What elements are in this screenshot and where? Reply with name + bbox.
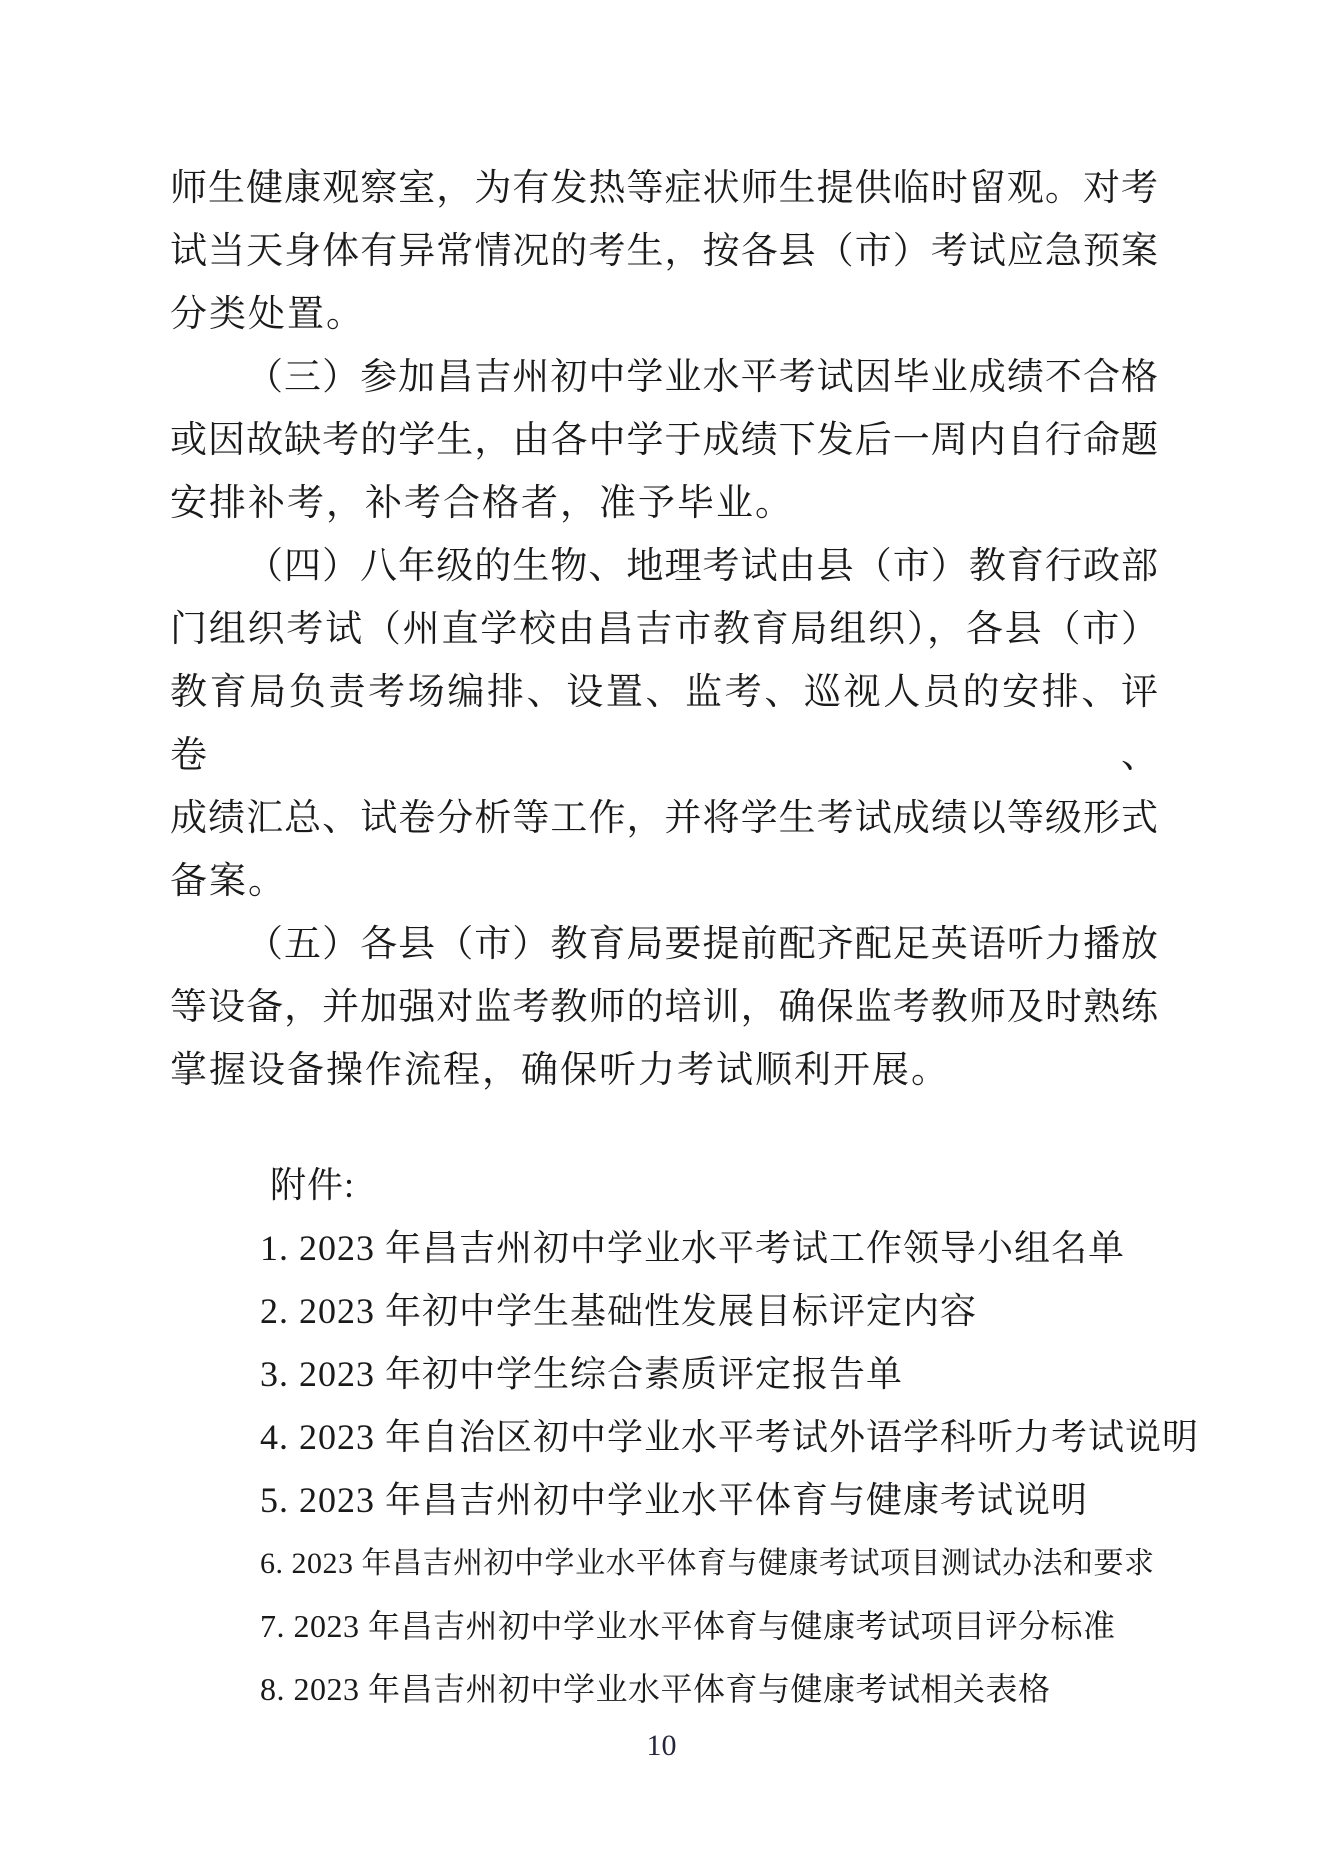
attachment-item: 1. 2023 年昌吉州初中学业水平考试工作领导小组名单 bbox=[260, 1228, 1126, 1268]
body-line: 或因故缺考的学生，由各中学于成绩下发后一周内自行命题 bbox=[170, 420, 1158, 461]
attachment-item: 2. 2023 年初中学生基础性发展目标评定内容 bbox=[260, 1291, 978, 1331]
attachment-list bbox=[170, 1154, 1200, 1721]
page-number: 10 bbox=[646, 1729, 677, 1762]
attachment-item: 6. 2023 年昌吉州初中学业水平体育与健康考试项目测试办法和要求 bbox=[260, 1547, 1155, 1580]
attachment-item: 8. 2023 年昌吉州初中学业水平体育与健康考试相关表格 bbox=[260, 1671, 1051, 1707]
body-line: （四）八年级的生物、地理考试由县（市）教育行政部 bbox=[246, 546, 1158, 587]
body-line: 门组织考试（州直学校由昌吉市教育局组织），各县（市） bbox=[170, 609, 1158, 650]
body-line: 备案。 bbox=[170, 861, 287, 902]
attachments-label: 附件: bbox=[270, 1165, 356, 1205]
attachment-item: 4. 2023 年自治区初中学业水平考试外语学科听力考试说明 bbox=[260, 1417, 1200, 1457]
body-line: 等设备，并加强对监考教师的培训，确保监考教师及时熟练 bbox=[170, 987, 1158, 1028]
attachment-item: 5. 2023 年昌吉州初中学业水平体育与健康考试说明 bbox=[260, 1480, 1089, 1520]
body-line: 成绩汇总、试卷分析等工作，并将学生考试成绩以等级形式 bbox=[170, 798, 1158, 839]
body-line: 试当天身体有异常情况的考生，按各县（市）考试应急预案 bbox=[170, 231, 1158, 272]
attachment-item: 3. 2023 年初中学生综合素质评定报告单 bbox=[260, 1354, 904, 1394]
body-line: 掌握设备操作流程，确保听力考试顺利开展。 bbox=[170, 1050, 950, 1091]
attachment-item: 7. 2023 年昌吉州初中学业水平体育与健康考试项目评分标准 bbox=[260, 1608, 1116, 1644]
body-line: （三）参加昌吉州初中学业水平考试因毕业成绩不合格 bbox=[246, 357, 1158, 398]
body-line: （五）各县（市）教育局要提前配齐配足英语听力播放 bbox=[246, 924, 1158, 965]
body-line: 师生健康观察室，为有发热等症状师生提供临时留观。对考 bbox=[170, 168, 1158, 209]
document-content bbox=[170, 157, 1200, 1721]
body-line: 教育局负责考场编排、设置、监考、巡视人员的安排、评卷、 bbox=[170, 672, 1158, 776]
body-line: 安排补考，补考合格者，准予毕业。 bbox=[170, 483, 794, 524]
body-line: 分类处置。 bbox=[170, 294, 365, 335]
body-text bbox=[170, 157, 1158, 1102]
